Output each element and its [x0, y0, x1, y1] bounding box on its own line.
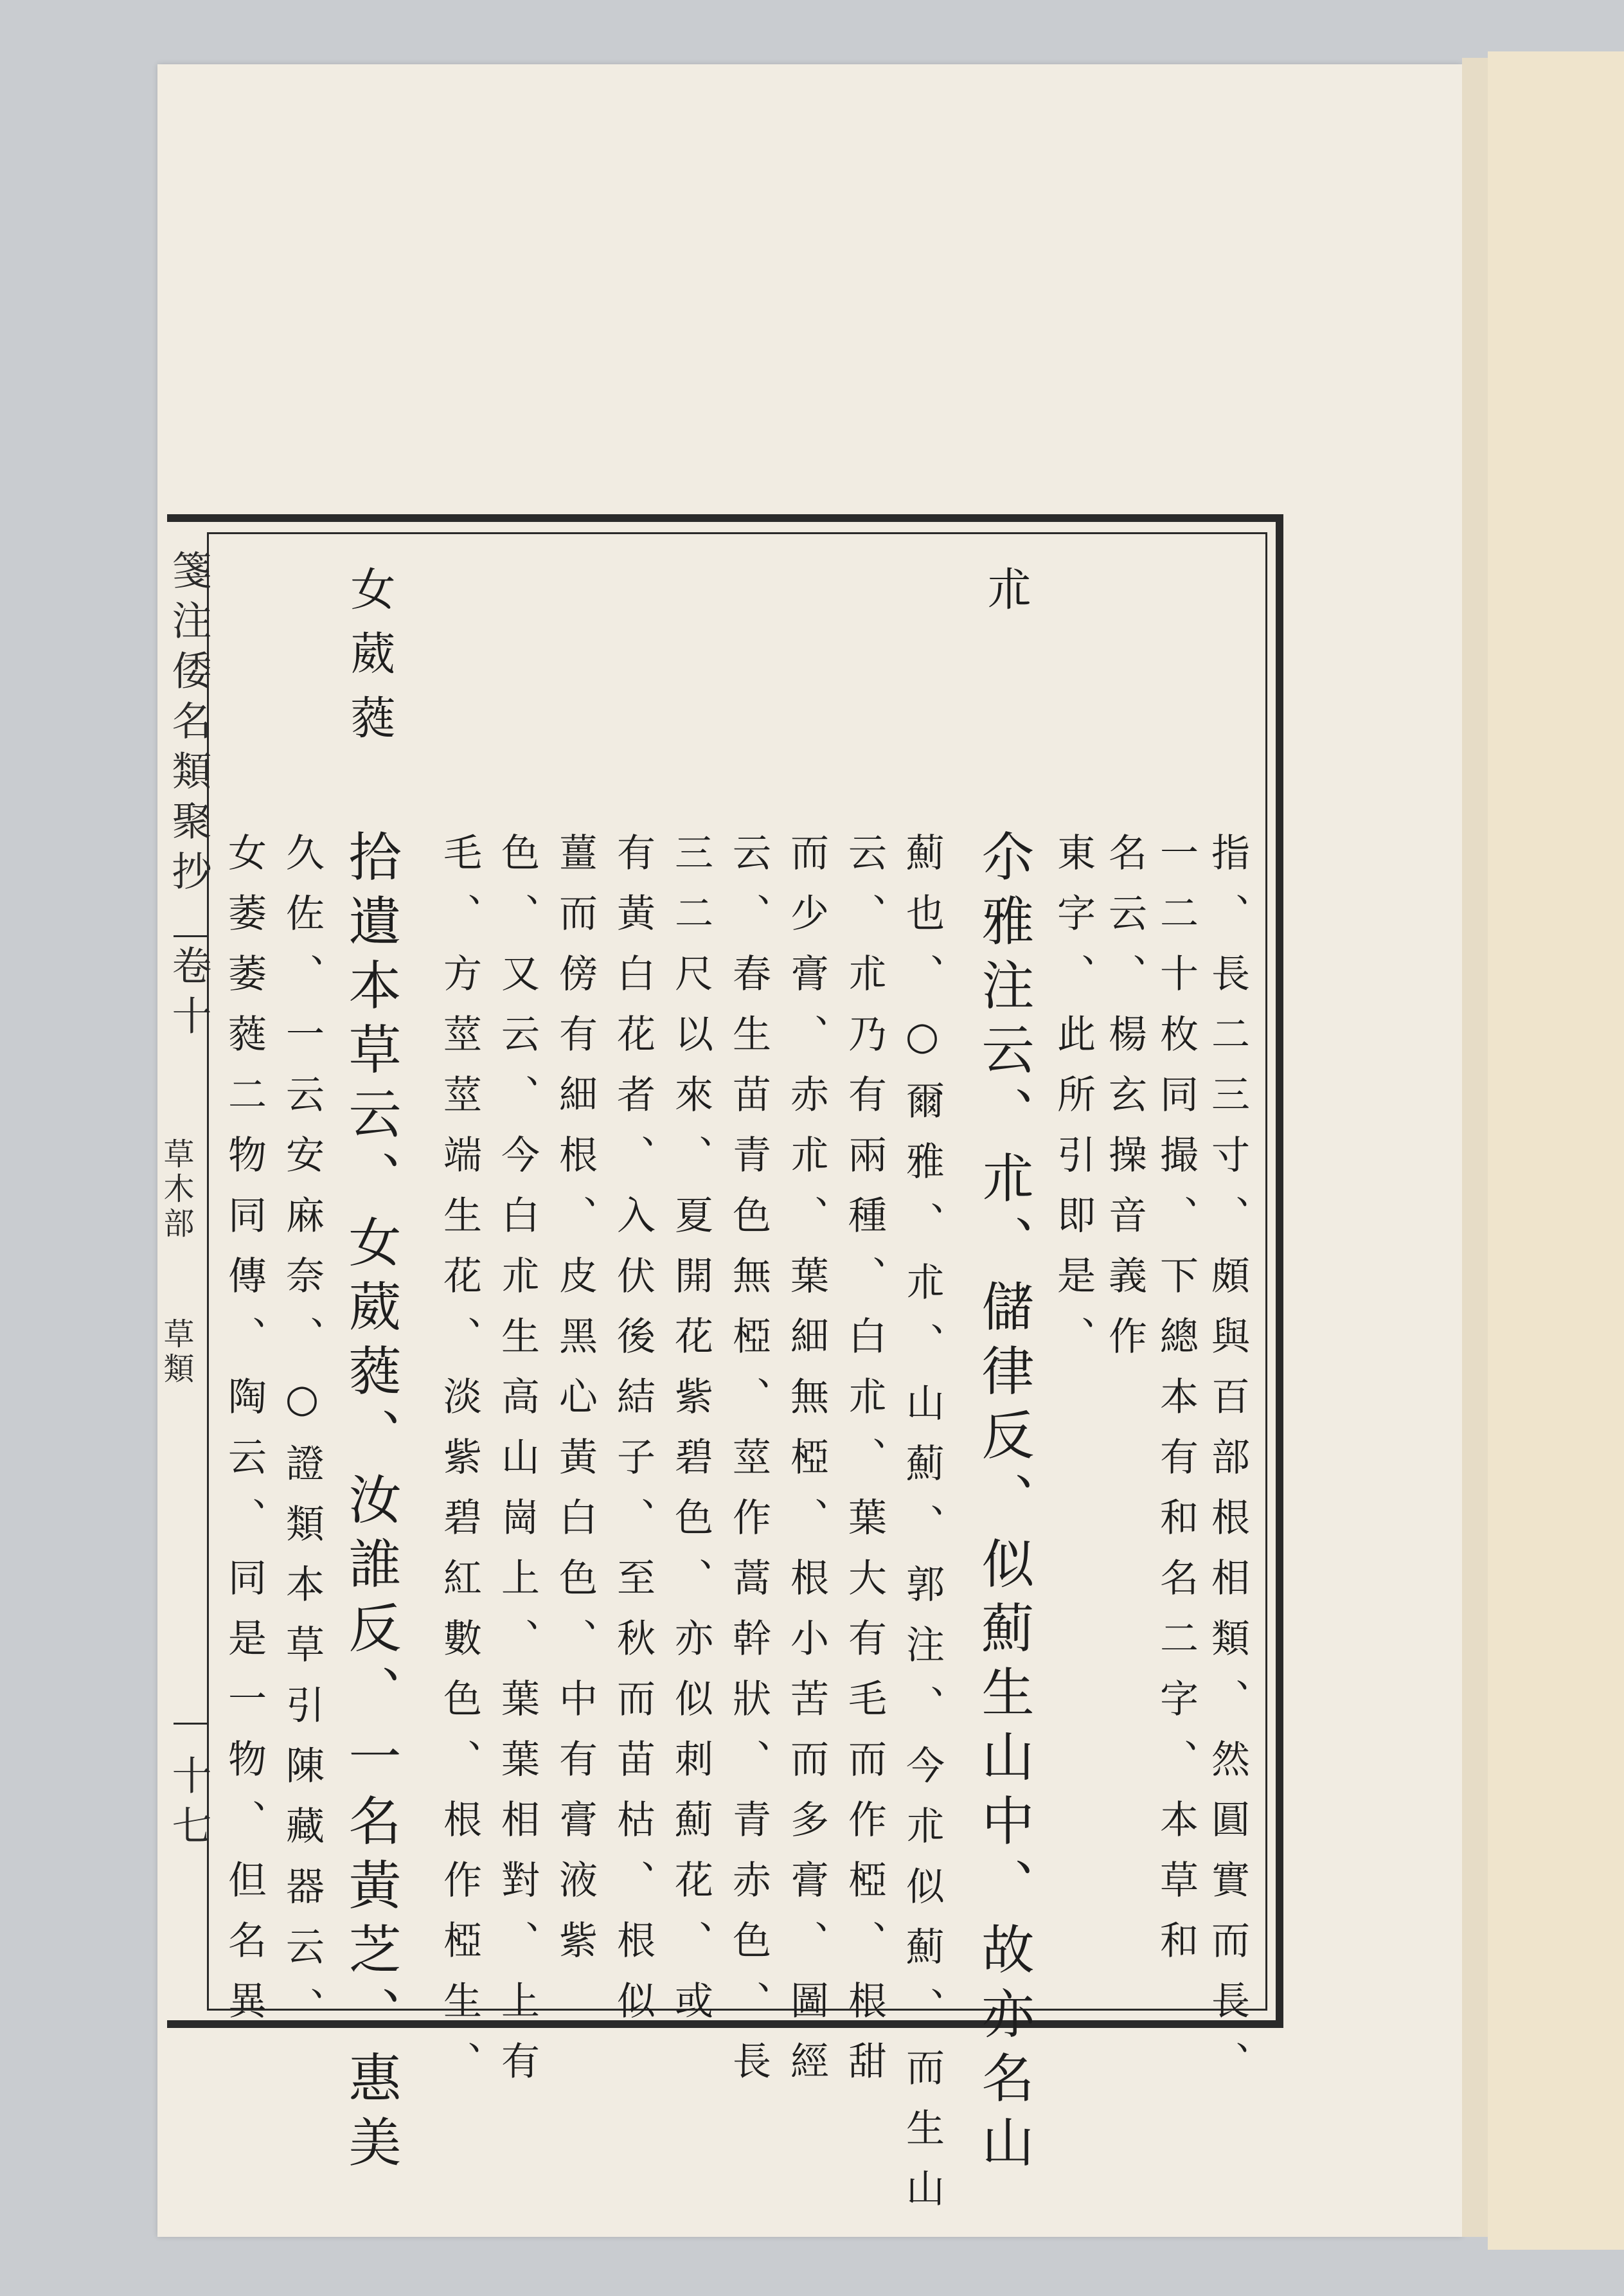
margin-section: 草木部	[158, 1138, 194, 1242]
margin-title: 箋注倭名類聚抄	[165, 550, 212, 901]
entry-heading: 朮	[979, 566, 1032, 630]
text-column: 三二尺以來、夏開花紫碧色、亦似刺薊花、或	[668, 832, 713, 2041]
page-edge	[1462, 58, 1488, 2237]
text-column: 女萎萎蕤二物同傳、陶云、同是一物、但名異	[222, 832, 267, 2041]
text-column: 而少膏、赤朮、葉細無椏、根小苦而多膏、圖經	[784, 832, 829, 2101]
text-column: 薑而傍有細根、皮黑心黃白色、中有膏液紫	[553, 832, 598, 1980]
text-column: 色、又云、今白朮生高山崗上、葉葉相對、上有	[495, 832, 540, 2101]
text-column: 云、朮乃有兩種、白朮、葉大有毛而作椏、根甜	[842, 832, 887, 2101]
text-column: 一二十枚同撮、下總本有和名二字、本草和	[1154, 832, 1199, 1980]
text-column: 久佐、一云安麻奈、○證類本草引陳藏器云、	[280, 832, 325, 2047]
margin-page-number: 十七	[165, 1755, 212, 1855]
margin-rule	[174, 935, 209, 937]
margin-rule	[174, 1723, 209, 1725]
text-column: 名云、楊玄操音義作	[1102, 832, 1147, 1376]
text-column: 尒雅注云、朮、儲律反、似薊生山中、故亦名山	[973, 829, 1034, 2179]
text-column: 薊也、○爾雅、朮、山薊、郭注、今朮似薊、而生山	[900, 832, 945, 2229]
text-column: 有黃白花者、入伏後結子、至秋而苗枯、根似	[611, 832, 656, 2041]
text-column: 云、春生苗青色無椏、莖作蒿幹狀、青赤色、長	[726, 832, 771, 2101]
text-column: 指、長二三寸、頗與百部根相類、然圓實而長、	[1205, 832, 1250, 2101]
text-column: 東字、此所引即是、	[1051, 832, 1096, 1376]
next-page	[1488, 51, 1624, 2250]
margin-category: 草類	[158, 1318, 194, 1387]
text-column: 拾遺本草云、女葳蕤、汝誰反、一名黃芝、惠美	[340, 829, 401, 2179]
entry-heading: 女葳蕤	[343, 566, 396, 758]
margin-volume: 卷十	[165, 945, 212, 1045]
text-column: 毛、方莖莖端生花、淡紫碧紅數色、根作椏生、	[437, 832, 482, 2101]
